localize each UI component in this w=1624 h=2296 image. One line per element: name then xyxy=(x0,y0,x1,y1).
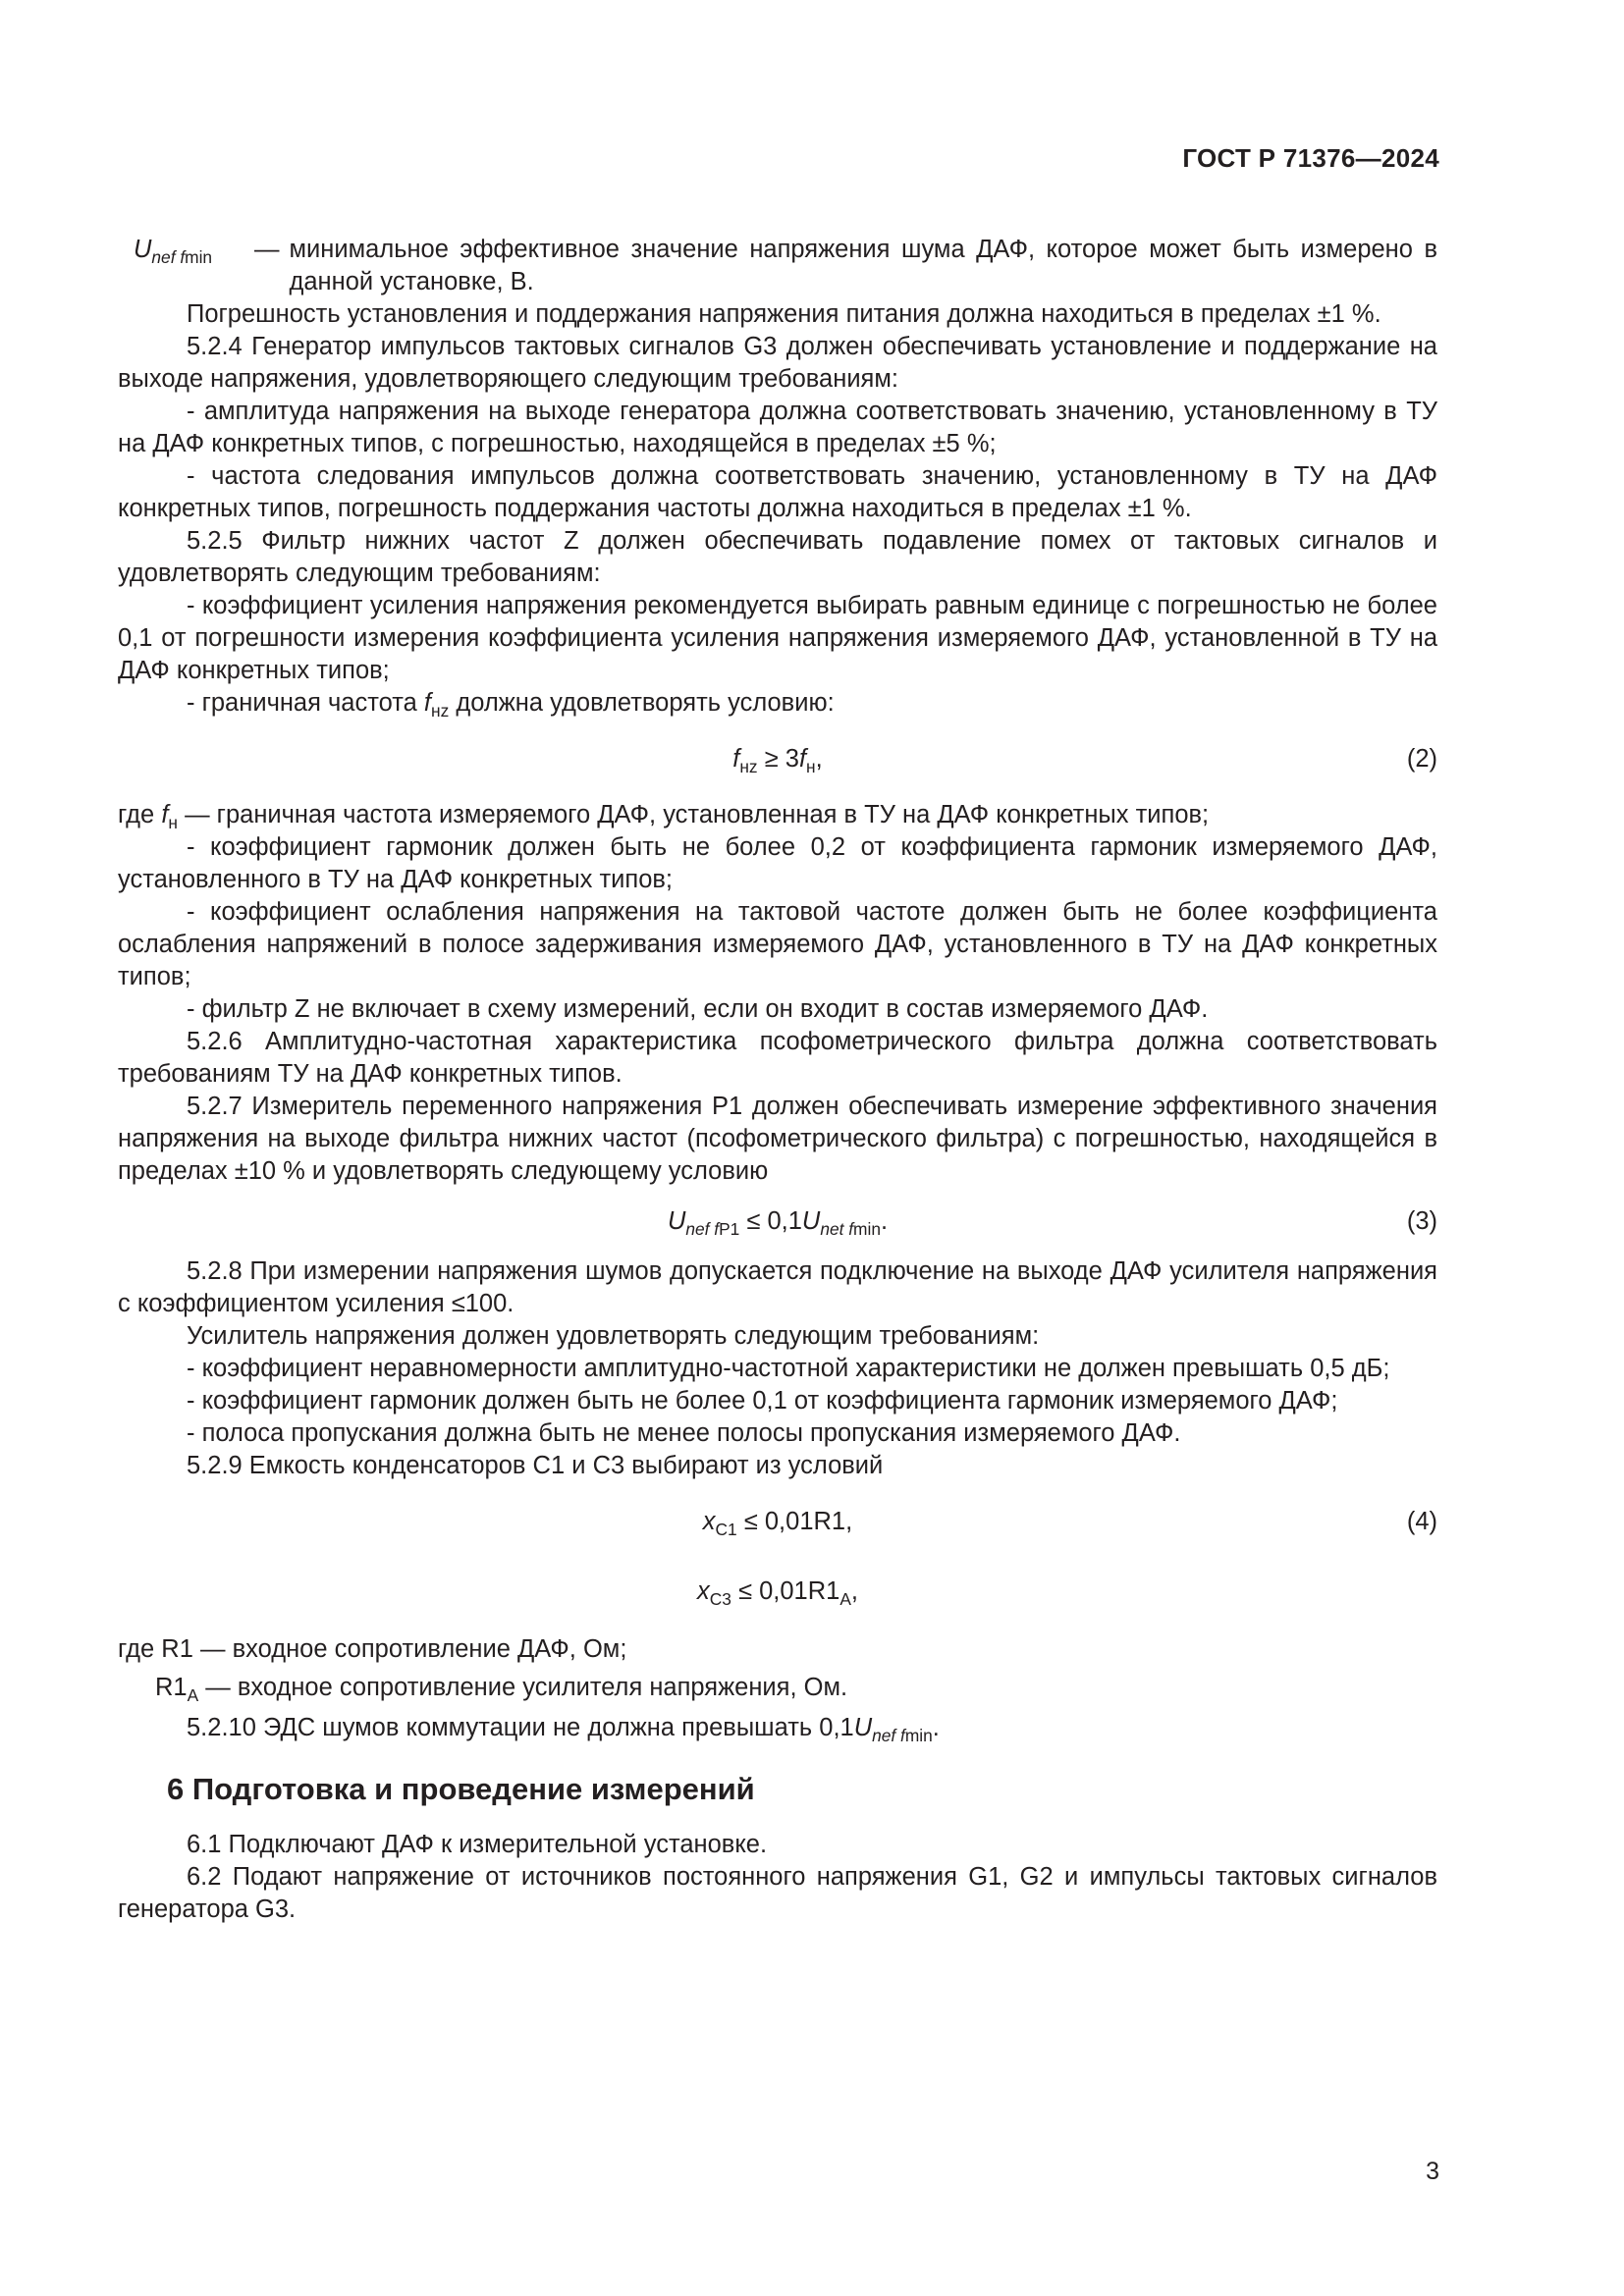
where-fn-definition: где $f_н$ — граничная частота измеряемого ДАФ, установленная в ТУ на ДАФ конкретных типов; xyxy=(118,801,1210,833)
bullet-5-2-5-attenuation: - коэффициент ослабления напряжения на тактовой частоте должен быть не более коэффициента ослабления напряжений в полосе задерживания измеряемого ДАФ, установленного в ТУ на ДАФ конкретных типов; xyxy=(118,898,1437,990)
bullet-5-2-5-harmonics: - коэффициент гармоник должен быть не более 0,2 от коэффициента гармоник измеряемого ДАФ, установленного в ТУ на ДАФ конкретных типов; xyxy=(118,833,1437,893)
paragraph-amplifier-requirements: Усилитель напряжения должен удовлетворять следующим требованиям: xyxy=(187,1322,1040,1350)
definition-dash: — xyxy=(254,236,280,263)
page-number: 3 xyxy=(1426,2158,1439,2185)
bullet-amp-harmonics: - коэффициент гармоник должен быть не более 0,1 от коэффициента гармоник измеряемого ДАФ; xyxy=(187,1387,1338,1415)
paragraph-5-2-4: 5.2.4 Генератор импульсов тактовых сигналов G3 должен обеспечивать установление и поддержание на выходе напряжения, удовлетворяющего следующим требованиям: xyxy=(118,333,1437,393)
bullet-5-2-5-cutoff: - граничная частота $f_{нz}$ должна удовлетворять условию: xyxy=(187,689,835,721)
bullet-amp-bandwidth: - полоса пропускания должна быть не менее полосы пропускания измеряемого ДАФ. xyxy=(187,1419,1181,1447)
definition-unef-min xyxy=(118,234,1437,298)
formula-number: (2) xyxy=(1406,745,1437,773)
page-body xyxy=(118,234,1437,1926)
paragraph-5-2-5: 5.2.5 Фильтр нижних частот Z должен обеспечивать подавление помех от тактовых сигналов и удовлетворять следующим требованиям: xyxy=(118,527,1437,587)
bullet-5-2-5-filter-z: - фильтр Z не включает в схему измерений, если он входит в состав измеряемого ДАФ. xyxy=(187,995,1209,1023)
paragraph-5-2-8: 5.2.8 При измерении напряжения шумов допускается подключение на выходе ДАФ усилителя напряжения с коэффициентом усиления ≤100. xyxy=(118,1257,1437,1317)
paragraph-supply-tolerance: Погрешность установления и поддержания напряжения питания должна находиться в пределах ±1 %. xyxy=(187,300,1381,328)
bullet-5-2-4-frequency: - частота следования импульсов должна соответствовать значению, установленному в ТУ на ДАФ конкретных типов, погрешность поддержания частоты должна находиться в пределах ±1 %. xyxy=(118,462,1437,522)
formula-2: $f_{нz} \ge 3f_н$, (2) xyxy=(732,745,1437,777)
bullet-5-2-5-gain: - коэффициент усиления напряжения рекомендуется выбирать равным единице с погрешностью не более 0,1 от погрешности измерения коэффициента усиления напряжения измеряемого ДАФ, установленной в ТУ на ДАФ конкретных типов; xyxy=(118,592,1437,684)
standard-designation: ГОСТ Р 71376—2024 xyxy=(1182,143,1439,173)
bullet-5-2-4-amplitude: - амплитуда напряжения на выходе генератора должна соответствовать значению, установленному в ТУ на ДАФ конкретных типов, с погрешностью, находящейся в пределах ±5 %; xyxy=(118,398,1437,457)
paragraph-6-1: 6.1 Подключают ДАФ к измерительной установке. xyxy=(187,1831,768,1858)
formula-4b: $x_{C3} \le 0,01R1_A$, xyxy=(697,1577,858,1610)
definition-symbol: $U_{nef fmin}$ xyxy=(134,236,213,268)
section-6-heading: 6 Подготовка и проведение измерений xyxy=(167,1772,755,1806)
paragraph-6-2: 6.2 Подают напряжение от источников постоянного напряжения G1, G2 и импульсы тактовых сигналов генератора G3. xyxy=(118,1863,1437,1923)
paragraph-5-2-7: 5.2.7 Измеритель переменного напряжения P1 должен обеспечивать измерение эффективного значения напряжения на выходе фильтра нижних частот (псофометрического фильтра) с погрешностью, находящейся в пределах ±10 % и удовлетворять следующему условию xyxy=(118,1093,1437,1185)
where-r1-definition: где R1 — входное сопротивление ДАФ, Ом; xyxy=(118,1635,627,1663)
paragraph-5-2-10: 5.2.10 ЭДС шумов коммутации не должна превышать $0,1U_{nef fmin}$. xyxy=(187,1714,940,1746)
formula-number: (4) xyxy=(1406,1508,1437,1535)
formula-number: (3) xyxy=(1406,1207,1437,1235)
paragraph-5-2-9: 5.2.9 Емкость конденсаторов C1 и C3 выбирают из условий xyxy=(187,1452,884,1479)
bullet-amp-flatness: - коэффициент неравномерности амплитудно-частотной характеристики не должен превышать 0,5 дБ; xyxy=(187,1355,1390,1382)
formula-3: $U_{nef fP1} \le 0,1U_{net fmin}$. (3) xyxy=(667,1207,1437,1240)
paragraph-5-2-6: 5.2.6 Амплитудно-частотная характеристика псофометрического фильтра должна соответствовать требованиям ТУ на ДАФ конкретных типов. xyxy=(118,1028,1437,1088)
where-r1a-definition: $R1_A$ — входное сопротивление усилителя напряжения, Ом. xyxy=(155,1674,848,1706)
formula-4a: $x_{C1} \le 0,01R1$, (4) xyxy=(702,1508,1437,1540)
definition-text: минимальное эффективное значение напряжения шума ДАФ, которое может быть измерено в данной установке, В. xyxy=(289,236,1437,295)
